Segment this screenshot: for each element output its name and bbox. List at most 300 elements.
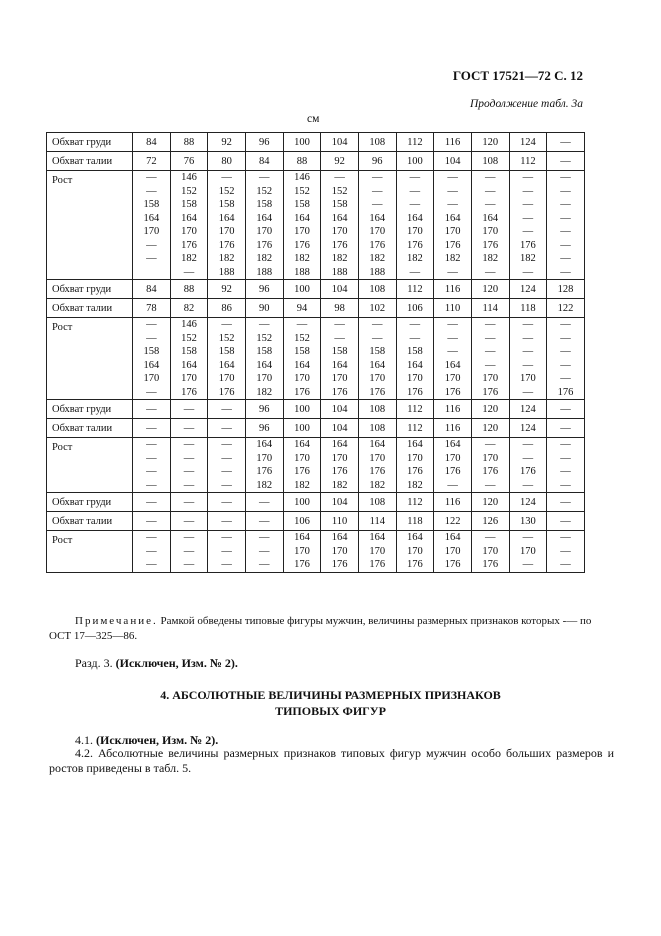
height-value: — [334, 319, 345, 330]
table-cell: 104 [434, 152, 472, 171]
height-value: — [259, 545, 270, 557]
height-value: 158 [407, 346, 423, 357]
height-value: 170 [407, 545, 423, 557]
height-value: 170 [256, 373, 273, 384]
height-value: — [560, 266, 571, 278]
height-row [47, 531, 585, 573]
height-value: 176 [482, 239, 499, 251]
height-values-cell [509, 318, 547, 400]
height-value: — [522, 479, 534, 491]
table-cell: 88 [170, 280, 208, 299]
height-value: — [146, 185, 157, 197]
height-value: 176 [482, 559, 499, 570]
height-value: — [146, 439, 157, 450]
height-label: Рост [47, 171, 133, 280]
height-values-cell [283, 438, 321, 493]
table-cell: 82 [170, 299, 208, 318]
height-value: — [560, 239, 571, 251]
unit-label: см [307, 113, 320, 125]
height-value: 164 [444, 359, 461, 371]
table-cell: — [208, 400, 246, 419]
height-value: — [409, 332, 421, 344]
height-values-cell [396, 318, 434, 400]
height-value: 170 [482, 226, 499, 237]
table-cell: 120 [471, 419, 509, 438]
height-label: Рост [47, 531, 133, 573]
height-values-cell [396, 438, 434, 493]
chest-girth-label: Обхват груди [47, 280, 133, 299]
height-value: 158 [181, 199, 197, 210]
height-values-cell [396, 531, 434, 573]
table-cell: — [547, 419, 585, 438]
height-value: 182 [407, 479, 423, 491]
height-value: 182 [256, 253, 273, 264]
height-value: — [146, 559, 157, 570]
p41-status: (Исключен, Изм. № 2). [96, 733, 219, 747]
height-value: 170 [407, 452, 423, 464]
height-value: — [447, 199, 458, 210]
waist-girth-label: Обхват талии [47, 152, 133, 171]
height-value: 188 [369, 266, 386, 278]
table-cell: 130 [509, 512, 547, 531]
height-values-cell [245, 171, 283, 280]
height-value: 170 [294, 545, 310, 557]
height-value: 182 [181, 253, 197, 264]
height-value: 170 [482, 545, 499, 557]
table-cell: 102 [358, 299, 396, 318]
table-cell: 112 [396, 419, 434, 438]
height-value: — [560, 226, 571, 237]
height-values-cell [358, 318, 396, 400]
height-value: 158 [218, 199, 235, 210]
height-value: 164 [218, 359, 235, 371]
table-cell: 126 [471, 512, 509, 531]
height-value: 182 [444, 253, 461, 264]
table-cell: 124 [509, 280, 547, 299]
table-cell: — [170, 400, 208, 419]
chest-girth-row [47, 400, 585, 419]
height-value: 164 [294, 439, 310, 450]
height-value: 158 [256, 199, 273, 210]
height-value: 164 [294, 532, 310, 543]
height-value: 158 [256, 346, 273, 357]
table-cell: 120 [471, 400, 509, 419]
height-value: — [484, 172, 496, 183]
table-cell: 104 [321, 493, 359, 512]
table-cell: 104 [321, 400, 359, 419]
height-value: 170 [482, 452, 499, 464]
height-value: 170 [181, 373, 197, 384]
table-cell: 100 [283, 493, 321, 512]
height-value: 170 [444, 452, 461, 464]
section-title-line-2: ТИПОВЫХ ФИГУР [275, 704, 386, 718]
height-values-cell [170, 531, 208, 573]
table-cell: 108 [358, 280, 396, 299]
table-cell: 86 [208, 299, 246, 318]
table-cell: — [170, 493, 208, 512]
height-values-cell [133, 171, 171, 280]
height-value: 176 [331, 239, 348, 251]
height-value: 176 [369, 239, 386, 251]
height-value: 176 [557, 386, 574, 398]
height-value: 182 [331, 253, 348, 264]
chest-girth-row [47, 133, 585, 152]
height-value: — [183, 559, 195, 570]
height-value: — [146, 253, 157, 264]
height-values-cell [170, 438, 208, 493]
height-value: — [522, 452, 534, 464]
waist-girth-label: Обхват талии [47, 512, 133, 531]
height-value: — [334, 172, 345, 183]
height-values-cell [471, 438, 509, 493]
height-value: 176 [520, 466, 536, 477]
height-values-cell [434, 531, 472, 573]
table-cell: 92 [208, 133, 246, 152]
height-value: 146 [181, 319, 197, 330]
height-values-cell [245, 531, 283, 573]
waist-girth-row [47, 152, 585, 171]
height-value: — [522, 199, 534, 210]
height-row [47, 171, 585, 280]
height-value: 152 [256, 185, 273, 197]
height-value: 188 [218, 266, 235, 278]
height-value: 164 [369, 532, 386, 543]
height-value: 158 [331, 199, 348, 210]
height-value: 176 [407, 239, 423, 251]
height-value: 176 [444, 239, 461, 251]
height-value: — [447, 346, 458, 357]
table-cell: 110 [321, 512, 359, 531]
height-value: — [447, 266, 458, 278]
height-value: — [146, 479, 157, 491]
height-label: Рост [47, 438, 133, 493]
table-cell: 112 [509, 152, 547, 171]
height-value: — [409, 185, 421, 197]
height-value: — [484, 532, 496, 543]
height-value: 170 [369, 373, 386, 384]
table-cell: 110 [434, 299, 472, 318]
height-value: 164 [143, 212, 160, 224]
height-value: 170 [294, 452, 310, 464]
table-cell: 84 [133, 133, 171, 152]
section-4-title [0, 687, 661, 719]
height-value: — [146, 532, 157, 543]
height-values-cell [283, 531, 321, 573]
height-value: 176 [181, 239, 197, 251]
height-value: 176 [482, 466, 499, 477]
height-value: 158 [331, 346, 348, 357]
height-value: — [221, 452, 232, 464]
height-value: — [522, 559, 534, 570]
table-cell: 116 [434, 400, 472, 419]
height-value: — [221, 545, 232, 557]
height-value: — [560, 199, 571, 210]
height-value: 176 [369, 466, 386, 477]
chest-girth-label: Обхват груди [47, 400, 133, 419]
table-cell: 96 [245, 400, 283, 419]
height-value: 170 [369, 545, 386, 557]
table-cell: — [245, 512, 283, 531]
height-value: 182 [294, 253, 310, 264]
table-cell: 96 [245, 419, 283, 438]
height-values-cell [509, 438, 547, 493]
height-values-cell [283, 171, 321, 280]
height-value: 158 [294, 199, 310, 210]
table-cell: 94 [283, 299, 321, 318]
height-value: 176 [294, 466, 310, 477]
height-value: 182 [520, 253, 536, 264]
table-cell: 96 [358, 152, 396, 171]
height-value: 170 [143, 373, 160, 384]
height-value: — [560, 439, 571, 450]
height-value: — [221, 559, 232, 570]
table-cell: 116 [434, 280, 472, 299]
chest-girth-label: Обхват груди [47, 133, 133, 152]
height-value: — [560, 172, 571, 183]
height-value: — [221, 479, 232, 491]
height-value: 176 [369, 559, 386, 570]
height-value: 164 [444, 532, 461, 543]
height-value: — [484, 199, 496, 210]
height-value: — [447, 172, 458, 183]
height-value: — [484, 185, 496, 197]
height-value: — [146, 172, 157, 183]
table-cell: — [133, 419, 171, 438]
height-value: 164 [482, 212, 499, 224]
height-value: — [221, 466, 232, 477]
height-value: — [259, 172, 270, 183]
table-cell: 124 [509, 419, 547, 438]
table-cell: 108 [358, 419, 396, 438]
height-value: 164 [444, 439, 461, 450]
height-value: 170 [444, 226, 461, 237]
height-value: 176 [444, 466, 461, 477]
height-value: — [522, 172, 534, 183]
table-cell: 72 [133, 152, 171, 171]
height-value: 176 [256, 239, 273, 251]
height-values-cell [283, 318, 321, 400]
height-values-cell [133, 531, 171, 573]
height-value: — [409, 172, 421, 183]
height-row [47, 318, 585, 400]
table-cell: 106 [396, 299, 434, 318]
section-3-reference [75, 656, 238, 671]
height-value: — [146, 386, 157, 398]
height-value: 164 [294, 359, 310, 371]
height-values-cell [170, 318, 208, 400]
height-values-cell [471, 318, 509, 400]
height-value: 170 [444, 373, 461, 384]
height-values-cell [547, 438, 585, 493]
height-value: 176 [331, 386, 348, 398]
height-value: — [522, 532, 534, 543]
table-cell: — [208, 493, 246, 512]
height-values-cell [547, 531, 585, 573]
height-value: — [409, 199, 421, 210]
table-cell: 100 [283, 419, 321, 438]
height-value: 170 [444, 545, 461, 557]
height-values-cell [245, 438, 283, 493]
height-value: 176 [482, 386, 499, 398]
table-cell: 84 [133, 280, 171, 299]
table-cell: 114 [471, 299, 509, 318]
height-value: 170 [256, 452, 273, 464]
height-value: 182 [294, 479, 310, 491]
height-value: — [409, 319, 421, 330]
table-cell: 92 [208, 280, 246, 299]
chest-girth-row [47, 280, 585, 299]
size-table [46, 132, 585, 573]
height-value: 164 [369, 212, 386, 224]
height-value: 188 [331, 266, 348, 278]
table-cell: 116 [434, 133, 472, 152]
height-value: 170 [520, 545, 536, 557]
height-value: 170 [331, 545, 348, 557]
height-value: — [484, 439, 496, 450]
height-value: 152 [331, 185, 348, 197]
table-cell: — [170, 512, 208, 531]
height-value: 164 [331, 359, 348, 371]
table-cell: — [170, 419, 208, 438]
height-value: 176 [407, 466, 423, 477]
height-values-cell [208, 438, 246, 493]
height-value: 158 [143, 199, 160, 210]
height-value: — [522, 266, 534, 278]
height-value: — [259, 559, 270, 570]
height-value: 158 [294, 346, 310, 357]
height-value: 164 [331, 439, 348, 450]
height-value: 152 [181, 332, 197, 344]
height-value: — [560, 212, 571, 224]
height-value: — [447, 185, 458, 197]
height-value: — [221, 532, 232, 543]
table-cell: — [547, 133, 585, 152]
table-cell: 122 [547, 299, 585, 318]
height-value [133, 266, 170, 280]
height-value: 176 [218, 239, 235, 251]
height-value: 152 [294, 185, 310, 197]
height-value: 164 [181, 359, 197, 371]
razd-status: (Исключен, Изм. № 2). [115, 656, 238, 670]
height-value: — [146, 466, 157, 477]
height-value: — [560, 452, 571, 464]
table-cell: — [547, 400, 585, 419]
height-values-cell [434, 438, 472, 493]
height-values-cell [321, 531, 359, 573]
height-values-cell [321, 171, 359, 280]
table-cell: — [208, 419, 246, 438]
table-cell: 108 [358, 493, 396, 512]
height-value: — [372, 332, 383, 344]
height-value: — [183, 452, 195, 464]
height-values-cell [321, 438, 359, 493]
height-value: 176 [444, 559, 461, 570]
height-value: 164 [407, 439, 423, 450]
height-value: — [522, 386, 534, 398]
table-cell: 106 [283, 512, 321, 531]
height-value: — [522, 319, 534, 330]
height-value: — [183, 266, 195, 278]
height-value: 170 [181, 226, 197, 237]
height-value: 170 [331, 452, 348, 464]
height-values-cell [547, 318, 585, 400]
height-value: 176 [407, 559, 423, 570]
height-value: — [334, 332, 345, 344]
height-value: — [146, 239, 157, 251]
height-value: 170 [369, 226, 386, 237]
height-value: 152 [218, 332, 235, 344]
table-cell: 124 [509, 400, 547, 419]
height-value: 176 [181, 386, 197, 398]
height-value: 176 [331, 466, 348, 477]
height-value: 176 [444, 386, 461, 398]
chest-girth-row [47, 493, 585, 512]
size-table-grid [46, 132, 585, 573]
table-cell: 116 [434, 493, 472, 512]
height-value: — [522, 212, 534, 224]
height-value: — [221, 319, 232, 330]
height-value: — [409, 266, 421, 278]
height-values-cell [547, 171, 585, 280]
table-cell: 120 [471, 133, 509, 152]
table-cell: 100 [283, 133, 321, 152]
table-cell: — [245, 493, 283, 512]
height-value: 170 [294, 373, 310, 384]
table-cell: 88 [170, 133, 208, 152]
height-values-cell [133, 318, 171, 400]
height-value: — [183, 545, 195, 557]
height-value: — [183, 439, 195, 450]
height-values-cell [509, 531, 547, 573]
height-values-cell [358, 171, 396, 280]
height-value: 176 [294, 559, 310, 570]
height-value: 164 [331, 532, 348, 543]
height-value: 170 [256, 226, 273, 237]
table-cell: — [547, 152, 585, 171]
height-value: 176 [520, 239, 536, 251]
table-cell: 104 [321, 133, 359, 152]
table-continuation-caption: Продолжение табл. 3а [470, 98, 583, 110]
table-cell: 88 [283, 152, 321, 171]
height-value: — [522, 332, 534, 344]
height-values-cell [358, 438, 396, 493]
height-value: 164 [407, 212, 423, 224]
height-value: 188 [294, 266, 310, 278]
height-value: — [522, 185, 534, 197]
height-value: 158 [181, 346, 197, 357]
height-value: — [484, 359, 496, 371]
height-value: 182 [256, 479, 273, 491]
height-value: — [447, 479, 458, 491]
height-value: 158 [143, 346, 160, 357]
height-value: 158 [369, 346, 386, 357]
table-cell: 122 [434, 512, 472, 531]
height-value: — [522, 359, 534, 371]
table-cell: 108 [358, 400, 396, 419]
height-value: — [484, 319, 496, 330]
height-value: — [560, 479, 571, 491]
height-value: 170 [482, 373, 499, 384]
height-value: — [560, 319, 571, 330]
height-value: 170 [331, 373, 348, 384]
height-value: 146 [294, 172, 310, 183]
table-cell: 78 [133, 299, 171, 318]
height-value: 152 [294, 332, 310, 344]
height-value: 170 [331, 226, 348, 237]
height-value: 182 [256, 386, 273, 398]
height-value: — [560, 545, 571, 557]
height-values-cell [208, 531, 246, 573]
